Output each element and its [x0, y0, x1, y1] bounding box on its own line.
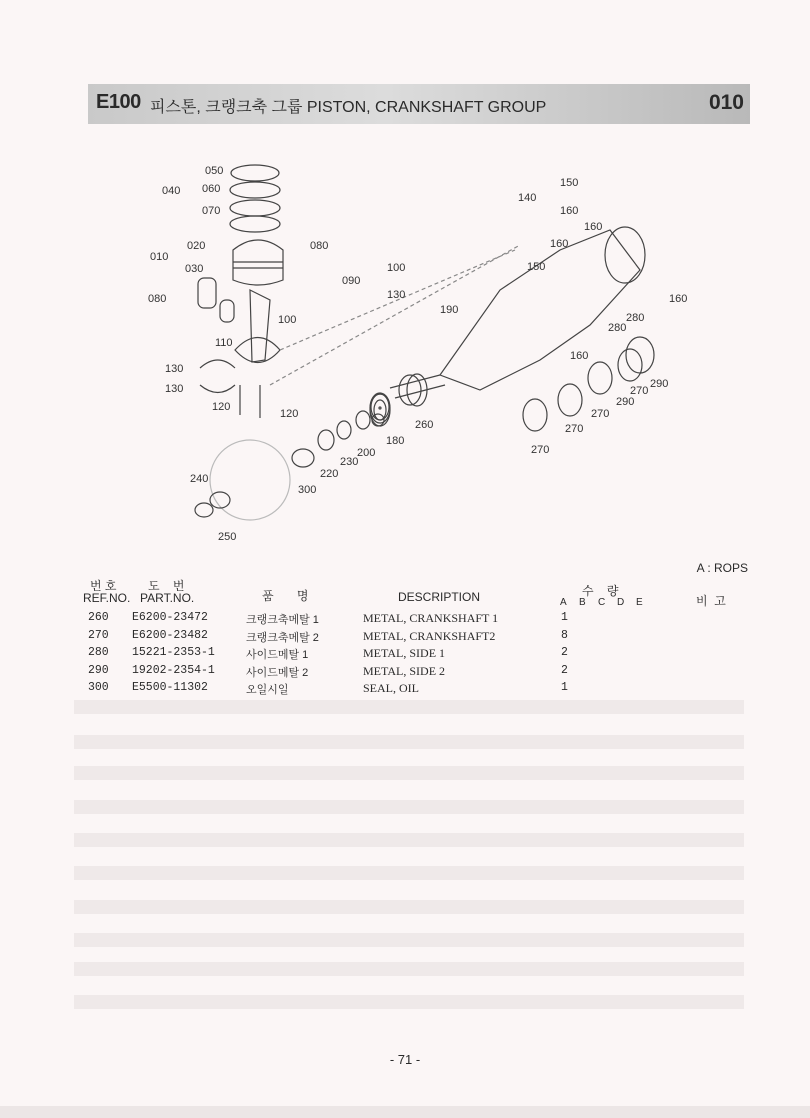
qty-header-kr: 수 량 [582, 584, 619, 598]
svg-text:280: 280 [608, 322, 627, 334]
exploded-parts-diagram [140, 150, 740, 560]
bleed-through-band [74, 800, 744, 814]
svg-text:090: 090 [342, 275, 361, 287]
svg-text:270: 270 [630, 385, 649, 397]
svg-text:010: 010 [150, 251, 169, 263]
part-header-en: PART.NO. [140, 591, 195, 605]
bleed-through-band [74, 900, 744, 914]
rops-note: A : ROPS [696, 561, 748, 575]
description-header: DESCRIPTION [398, 590, 481, 604]
group-number: 010 [708, 91, 744, 114]
svg-text:290: 290 [650, 378, 669, 390]
page-number: - 71 - [389, 1052, 421, 1067]
svg-text:180: 180 [386, 435, 405, 447]
svg-text:130: 130 [165, 363, 184, 375]
svg-text:160: 160 [584, 221, 603, 233]
svg-text:270: 270 [591, 408, 610, 420]
svg-text:140: 140 [518, 192, 537, 204]
svg-text:260: 260 [415, 419, 434, 431]
bleed-through-band [74, 766, 744, 780]
svg-text:050: 050 [205, 165, 224, 177]
svg-text:270: 270 [531, 444, 550, 456]
svg-text:160: 160 [550, 238, 569, 250]
model-code: E100 [96, 91, 141, 113]
group-title: 피스톤, 크랭크축 그룹 PISTON, CRANKSHAFT GROUP [150, 99, 547, 116]
ref-header-en: REF.NO. [83, 591, 131, 605]
ref-header-kr: 번 호 [90, 579, 117, 593]
table-row: 260 E6200-23472 크랭크축메탈 1 METAL, CRANKSHAFT 1 1 [88, 611, 568, 626]
svg-text:220: 220 [320, 468, 339, 480]
svg-text:300: 300 [298, 484, 317, 496]
bleed-through-band [74, 933, 744, 947]
scan-edge [0, 1106, 810, 1118]
svg-text:080: 080 [148, 293, 167, 305]
svg-text:160: 160 [560, 205, 579, 217]
svg-text:100: 100 [387, 262, 406, 274]
svg-text:280: 280 [626, 312, 645, 324]
svg-text:290: 290 [616, 396, 635, 408]
svg-text:070: 070 [202, 205, 221, 217]
svg-text:080: 080 [310, 240, 329, 252]
remark-header-kr: 비 고 [696, 594, 726, 608]
svg-text:150: 150 [560, 177, 579, 189]
name-header-kr: 품 명 [262, 589, 309, 603]
svg-text:160: 160 [669, 293, 688, 305]
svg-text:160: 160 [570, 350, 589, 362]
svg-text:120: 120 [280, 408, 299, 420]
svg-text:130: 130 [387, 289, 406, 301]
bleed-through-band [74, 995, 744, 1009]
part-header-kr: 도 번 [148, 579, 185, 593]
svg-text:060: 060 [202, 183, 221, 195]
table-row: 300 E5500-11302 오일시일 SEAL, OIL 1 [88, 681, 568, 696]
svg-text:100: 100 [278, 314, 297, 326]
table-row: 290 19202-2354-1 사이드메탈 2 METAL, SIDE 2 2 [88, 663, 568, 679]
bleed-through-band [74, 962, 744, 976]
svg-text:250: 250 [218, 531, 237, 543]
page-header [88, 84, 750, 124]
bleed-through-band [74, 735, 744, 749]
bleed-through-band [74, 833, 744, 847]
svg-text:120: 120 [212, 401, 231, 413]
svg-text:130: 130 [165, 383, 184, 395]
svg-text:240: 240 [190, 473, 209, 485]
svg-text:040: 040 [162, 185, 181, 197]
bleed-through-band [74, 700, 744, 714]
svg-text:270: 270 [565, 423, 584, 435]
svg-text:020: 020 [187, 240, 206, 252]
svg-text:190: 190 [440, 304, 459, 316]
svg-text:110: 110 [215, 337, 233, 349]
svg-text:230: 230 [340, 456, 359, 468]
table-row: 270 E6200-23482 크랭크축메탈 2 METAL, CRANKSHAFT2 8 [88, 628, 568, 644]
svg-text:030: 030 [185, 263, 204, 275]
svg-text:200: 200 [357, 447, 376, 459]
svg-text:150: 150 [527, 261, 546, 273]
parts-table [86, 611, 646, 699]
table-row: 280 15221-2353-1 사이드메탈 1 METAL, SIDE 1 2 [88, 646, 568, 661]
bleed-through-band [74, 866, 744, 880]
qty-letters: A B C D E [560, 597, 643, 608]
